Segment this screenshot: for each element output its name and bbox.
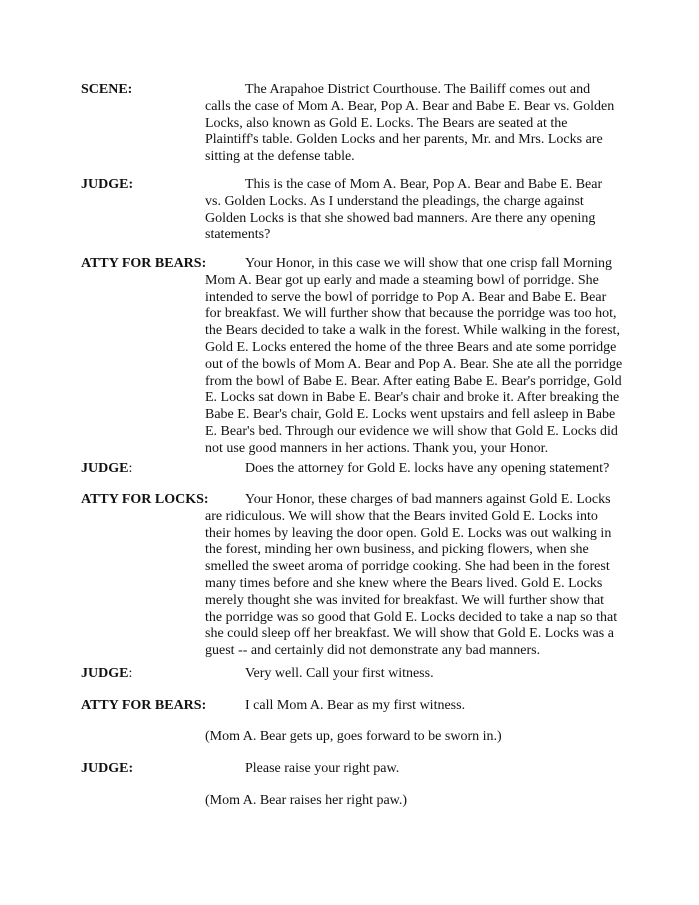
speaker-label: ATTY FOR BEARS: <box>81 698 207 713</box>
speaker-label: ATTY FOR BEARS: <box>81 256 207 271</box>
dialogue-text: Your Honor, in this case we will show that one crisp fall Morning Mom A. Bear got up early and made a steaming bowl of porridge. She intended to serve the bowl of porridge to Pop A. Bear and Babe E. Bear for breakfast. We will further show that because the porridge was too hot, the Bears decided to take a walk in the forest. While walking in the forest, Gold E. Locks entered the home of the three Bears and ate some porridge out of the bowls of Mom A. Bear and Pop A. Bear. She ate all the porridge from the bowl of Babe E. Bear. After eating Babe E. Bear's porridge, Gold E. Locks sat down in Babe E. Bear's chair and broke it. After breaking the Babe E. Bear's chair, Gold E. Locks went upstairs and fell asleep in Babe E. Bear's bed. Through our evidence we will show that Gold E. Locks did not use good manners in her actions. Thank you, your Honor. <box>205 256 623 456</box>
speaker-label: ATTY FOR LOCKS: <box>81 492 209 507</box>
dialogue-text: The Arapahoe District Courthouse. The Bailiff comes out and calls the case of Mom A. Bear, Pop A. Bear and Babe E. Bear vs. Golden Locks, also known as Gold E. Locks. The Bears are seated at the Plaintiff's table. Golden Locks and her parents, Mr. and Mrs. Locks are sitting at the defense table. <box>205 82 615 165</box>
dialogue-text: Your Honor, these charges of bad manners against Gold E. Locks are ridiculous. We will show that the Bears invited Gold E. Locks into their homes by leaving the door open. Gold E. Locks was out walking in the forest, minding her own business, and picking flowers, when she smelled the sweet aroma of porridge cooking. She had been in the forest many times before and she knew where the Bears lived. Gold E. Locks merely thought she was invited for breakfast. We will further show that the porridge was so good that Gold E. Locks decided to take a nap so that she could sleep off her breakfast. We will show that Gold E. Locks was a guest -- and certainly did not demonstrate any bad manners. <box>205 492 618 659</box>
dialogue-text: This is the case of Mom A. Bear, Pop A. Bear and Babe E. Bear vs. Golden Locks. As I understand the pleadings, the charge against Golden Locks is that she showed bad manners. Are there any opening statements? <box>205 177 603 243</box>
dialogue-text: Very well. Call your first witness. <box>245 666 434 681</box>
dialogue-text: I call Mom A. Bear as my first witness. <box>245 698 466 713</box>
speaker-label: JUDGE: <box>81 666 133 681</box>
dialogue-text: Please raise your right paw. <box>245 761 400 776</box>
speaker-label: SCENE: <box>81 82 133 97</box>
dialogue-text: Does the attorney for Gold E. locks have any opening statement? <box>245 461 610 476</box>
stage-direction: (Mom A. Bear raises her right paw.) <box>205 793 408 808</box>
speaker-label: JUDGE: <box>81 761 134 776</box>
speaker-label: JUDGE: <box>81 177 134 192</box>
speaker-label: JUDGE: <box>81 461 133 476</box>
stage-direction: (Mom A. Bear gets up, goes forward to be sworn in.) <box>205 729 502 744</box>
